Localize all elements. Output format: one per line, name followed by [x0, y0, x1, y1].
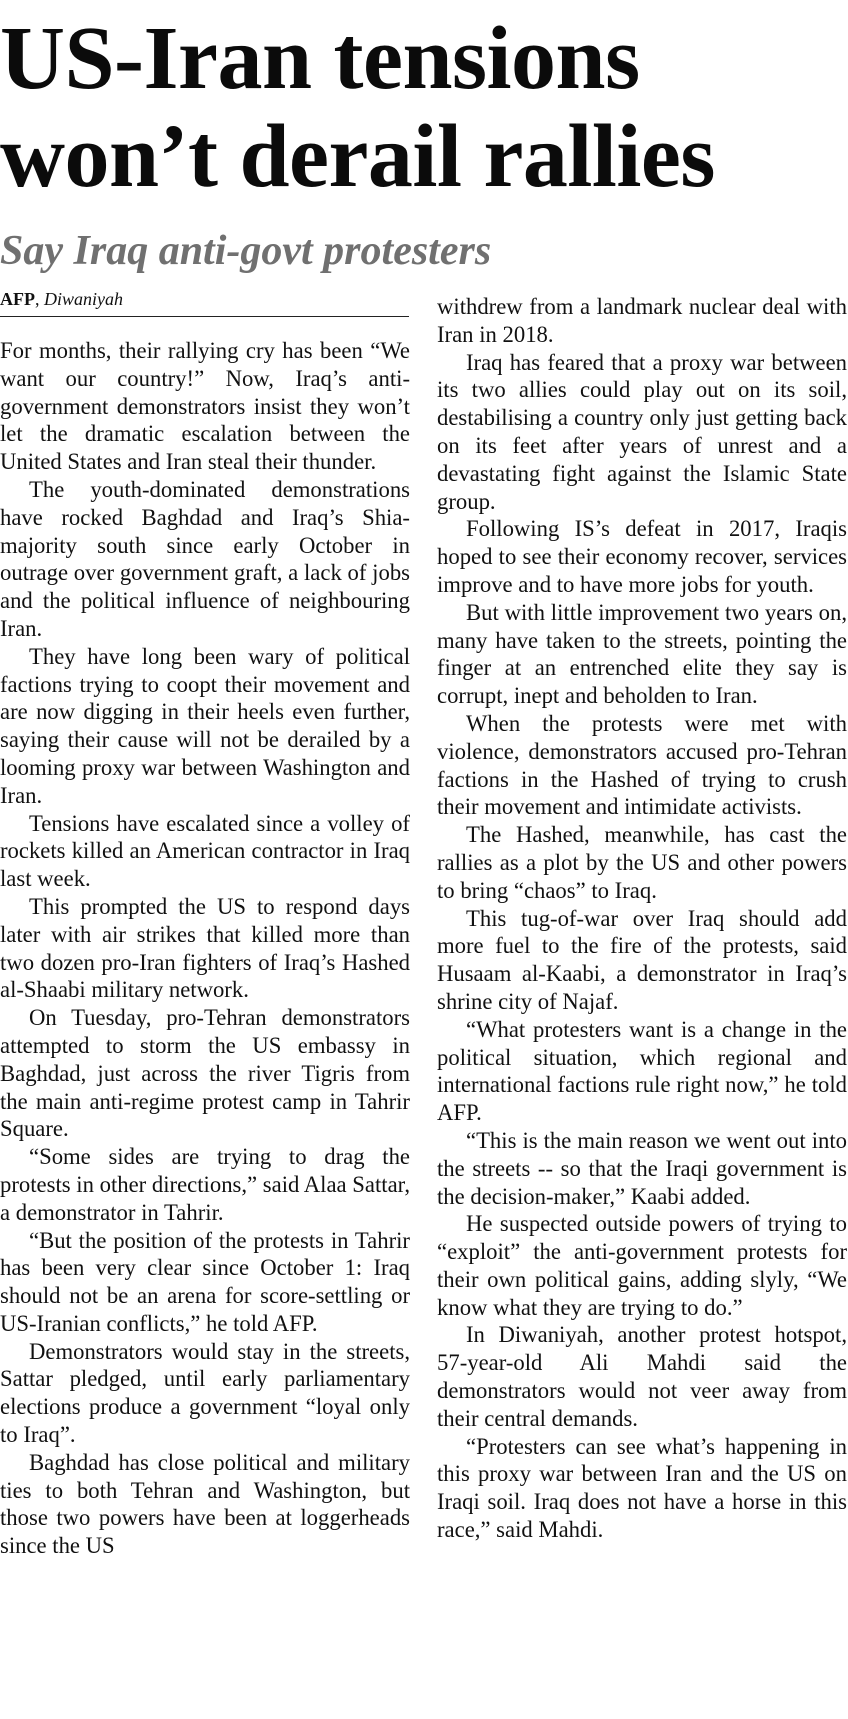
paragraph: Baghdad has close political and military ties to both Tehran and Washington, but those two powers have been at loggerheads since the US [0, 1449, 410, 1559]
paragraph: Following IS’s defeat in 2017, Iraqis hoped to see their economy recover, services improve and to have more jobs for youth. [437, 516, 847, 597]
paragraph: On Tuesday, pro-Tehran demonstrators attempted to storm the US embassy in Baghdad, just across the river Tigris from the main anti-regime protest camp in Tahrir Square. [0, 1005, 410, 1142]
paragraph: When the protests were met with violence, demonstrators accused pro-Tehran factions in the Hashed of trying to crush their movement and intimidate activists. [437, 710, 847, 820]
paragraph: This tug-of-war over Iraq should add more fuel to the fire of the protests, said Husaam al-Kaabi, a demonstrator in Iraq’s shrine city of Najaf. [437, 905, 847, 1014]
paragraph: He suspected outside powers of trying to “exploit” the anti-government protests for their own political gains, adding slyly, “We know what they are trying to do.” [437, 1211, 847, 1320]
paragraph: The youth-dominated demonstrations have rocked Baghdad and Iraq’s Shia-majority south since early October in outrage over government graft, a lack of jobs and the political influence of neighbouring Iran. [0, 476, 410, 641]
byline-separator: , [35, 289, 44, 309]
paragraph: The Hashed, meanwhile, has cast the rallies as a plot by the US and other powers to bring “chaos” to Iraq. [437, 822, 847, 903]
paragraph: But with little improvement two years on, many have taken to the streets, pointing the finger at an entrenched elite they say is corrupt, inept and beholden to Iran. [437, 599, 847, 709]
byline-agency: AFP [0, 289, 35, 309]
byline-dateline: Diwaniyah [44, 289, 123, 309]
paragraph: They have long been wary of political factions trying to coopt their movement and are now digging in their heels even further, saying their cause will not be derailed by a looming proxy war between Washington and Iran. [0, 643, 410, 808]
paragraph: In Diwaniyah, another protest hotspot, 57-year-old Ali Mahdi said the demonstrators would not veer away from their central demands. [437, 1322, 847, 1431]
paragraph: “This is the main reason we went out into the streets -- so that the Iraqi government is the decision-maker,” Kaabi added. [437, 1127, 847, 1209]
paragraph: “Protesters can see what’s happening in this proxy war between Iran and the US on Iraqi soil. Iraq does not have a horse in this race,” said Mahdi. [437, 1433, 847, 1543]
paragraph: Tensions have escalated since a volley of rockets killed an American contractor in Iraq last week. [0, 810, 410, 892]
article-column-right [437, 293, 847, 1544]
paragraph: For months, their rallying cry has been “We want our country!” Now, Iraq’s anti-government demonstrators insist they won’t let the dramatic escalation between the United States and Iran steal their thunder. [0, 338, 410, 475]
paragraph: This prompted the US to respond days later with air strikes that killed more than two dozen pro-Iran fighters of Iraq’s Hashed al-Shaabi military network. [0, 893, 410, 1003]
paragraph: “Some sides are trying to drag the protests in other directions,” said Alaa Sattar, a demonstrator in Tahrir. [0, 1144, 410, 1225]
paragraph: Iraq has feared that a proxy war between its two allies could play out on its soil, destabilising a country only just getting back on its feet after years of unrest and a devastating fight against the Islamic State group. [437, 349, 847, 514]
headline: US-Iran tensions won’t derail rallies [0, 9, 715, 206]
subheadline: Say Iraq anti-govt protesters [0, 228, 492, 274]
paragraph: withdrew from a landmark nuclear deal with Iran in 2018. [437, 294, 847, 347]
article-column-left [0, 337, 410, 1560]
paragraph: Demonstrators would stay in the streets, Sattar pledged, until early parliamentary elections produce a government “loyal only to Iraq”. [0, 1338, 410, 1448]
byline-divider [0, 316, 409, 317]
byline [0, 287, 123, 311]
paragraph: “But the position of the protests in Tahrir has been very clear since October 1: Iraq should not be an arena for score-settling or US-Iranian conflicts,” he told AFP. [0, 1227, 410, 1336]
paragraph: “What protesters want is a change in the political situation, which regional and international factions rule right now,” he told AFP. [437, 1016, 847, 1126]
